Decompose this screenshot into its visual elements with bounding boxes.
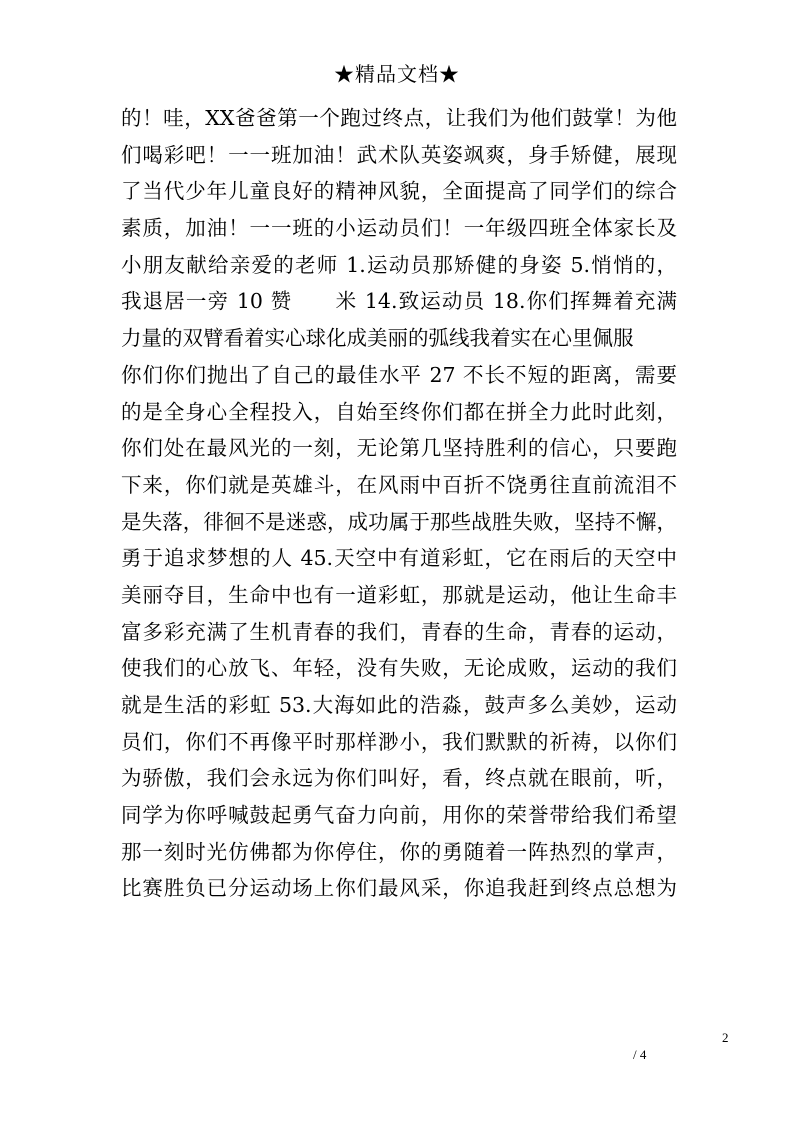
text-line: 同学为你呼喊鼓起勇气奋力向前，用你的荣誉带给我们希望 xyxy=(121,803,677,828)
text-line: 那一刻时光仿佛都为你停住，你的勇随着一阵热烈的掌声， xyxy=(121,839,677,864)
text-line: 的是全身心全程投入，自始至终你们都在拼全力此时此刻， xyxy=(121,399,677,424)
page-number: 2 xyxy=(722,1030,729,1045)
text-line: 下来，你们就是英雄斗，在风雨中百折不饶勇往直前流泪不 xyxy=(121,472,677,497)
text-line: 员们，你们不再像平时那样渺小，我们默默的祈祷，以你们 xyxy=(121,729,677,754)
text-line: 你们处在最风光的一刻，无论第几坚持胜利的信心，只要跑 xyxy=(121,436,677,461)
text-line: 素质，加油！一一班的小运动员们！一年级四班全体家长及 xyxy=(121,216,677,241)
text-line: 富多彩充满了生机青春的我们，青春的生命，青春的运动， xyxy=(121,619,677,644)
text-line: 使我们的心放飞、年轻，没有失败，无论成败，运动的我们 xyxy=(121,656,677,681)
text-line: 小朋友献给亲爱的老师 1.运动员那矫健的身姿 5.悄悄的， xyxy=(121,252,677,277)
text-line: 了当代少年儿童良好的精神风貌，全面提高了同学们的综合 xyxy=(121,179,677,204)
page-total: / 4 xyxy=(633,1047,647,1062)
text-line: 就是生活的彩虹 53.大海如此的浩淼，鼓声多么美妙，运动 xyxy=(121,693,677,717)
text-line: 我退居一旁 10 赞 米 14.致运动员 18.你们挥舞着充满 xyxy=(121,289,677,314)
document-header: ★精品文档★ xyxy=(334,62,460,86)
text-line: 是失落，徘徊不是迷惑，成功属于那些战胜失败，坚持不懈， xyxy=(121,509,677,534)
text-line: 勇于追求梦想的人 45.天空中有道彩虹，它在雨后的天空中 xyxy=(121,546,677,571)
text-line: 你们你们抛出了自己的最佳水平 27 不长不短的距离，需要 xyxy=(121,362,677,387)
text-line: 的！哇，XX爸爸第一个跑过终点，让我们为他们鼓掌！为他 xyxy=(121,106,677,130)
text-line: 美丽夺目，生命中也有一道彩虹，那就是运动，他让生命丰 xyxy=(121,582,677,607)
text-line: 力量的双臂看着实心球化成美丽的弧线我着实在心里佩服 xyxy=(121,326,634,351)
text-line: 比赛胜负已分运动场上你们最风采，你追我赶到终点总想为 xyxy=(121,876,677,901)
document-body xyxy=(121,100,677,907)
text-line: 为骄傲，我们会永远为你们叫好，看，终点就在眼前，听， xyxy=(121,766,677,791)
text-line: 们喝彩吧！一一班加油！武术队英姿飒爽，身手矫健，展现 xyxy=(121,142,677,167)
